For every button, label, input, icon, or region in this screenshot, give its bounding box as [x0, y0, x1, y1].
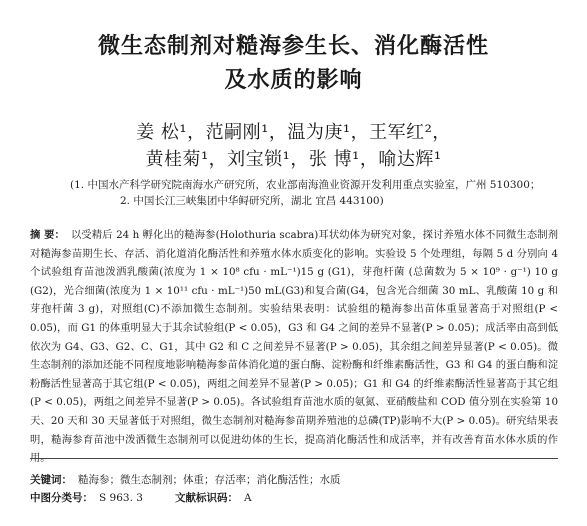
classification-label: 中图分类号：: [30, 492, 93, 504]
affiliation-1: (1. 中国水产科学研究院南海水产研究所，农业部南海渔业资源开发利用重点实验室，广州 510300；: [70, 179, 541, 191]
divider: [30, 458, 558, 459]
document-code-value: A: [244, 492, 252, 504]
abstract-text: 以受精后 24 h 孵化出的糙海参(Holothuria scabra)耳状幼体为研究对象，探讨养殖水体不同微生态制剂对糙海参苗期生长、存活、消化道消化酶活性和养殖水体水质变化的影响。实验设 5 个处理组，每隔 5 d 分别向 4 个试验组育苗池泼洒乳酸菌(浓度为 1 × 10⁸ cfu · mL⁻¹)15 g (G1)，芽孢杆菌 (总菌数为 5 × 10⁹ · g⁻¹) 10 g (G2)，光合细菌(浓度为 1 × 10¹¹ cfu · mL⁻¹)50 mL(G3)和复合菌(G4，包含光合细菌 30 mL、乳酸菌 10 g 和芽孢杆菌 3 g)，对照组(C)不添加微生态制剂。实验结果表明：试验组的糙海参出苗体重显著高于对照组(P < 0.05)，而 G1 的体重明显大于其余试验组(P < 0.05)，G3 和 G4 之间的差异不显著(P > 0.05)；成活率由高到低依次为 G4、G3、G2、C、G1，其中 G2 和 C 之间差异不显著(P > 0.05)，其余组之间差异显著(P < 0.05)。微生态制剂的添加还能不同程度地影响糙海参苗体消化道的蛋白酶、淀粉酶和纤维素酶活性，G3 和 G4 的蛋白酶和淀粉酶活性显著高于其它组(P < 0.05)，两组之间差异不显著(P > 0.05)；G1 和 G4 的纤维素酶活性显著高于其它组(P < 0.05)，两组之间差异不显著(P > 0.05)。各试验组育苗池水质的氨氮、亚硝酸盐和 COD 值分别在实验第 10 天、20 天和 30 天显著低于对照组，微生态制剂对糙海参苗期养殖池的总磷(TP)影响不大(P > 0.05)。研究结果表明，糙海参育苗池中泼洒微生态制剂可以促进幼体的生长，提高消化酶活性和成活率，并有改善育苗水体水质的作用。: [30, 229, 558, 465]
keywords: [30, 472, 341, 488]
paper-title-line-2: 及水质的影响: [224, 68, 363, 93]
document-code: [175, 490, 252, 506]
document-code-label: 文献标识码：: [175, 492, 238, 504]
classification-value: S 963. 3: [99, 492, 143, 504]
abstract-label: 摘 要：: [30, 229, 65, 241]
paper-title-line-1: 微生态制剂对糙海参生长、消化酶活性: [97, 34, 489, 59]
author-list-line-2: 黄桂菊¹，刘宝锁¹，张 博¹，喻达辉¹: [145, 149, 442, 170]
keywords-text: 糙海参；微生态制剂；体重；存活率；消化酶活性；水质: [78, 474, 341, 486]
abstract: [30, 226, 558, 468]
keywords-label: 关键词：: [30, 474, 72, 486]
author-list-line-1: 姜 松¹，范嗣刚¹，温为庚¹，王军红²，: [136, 122, 451, 143]
affiliation-2: 2. 中国长江三峡集团中华鲟研究所，湖北 宜昌 443100): [120, 195, 384, 207]
classification-number: [30, 490, 143, 506]
